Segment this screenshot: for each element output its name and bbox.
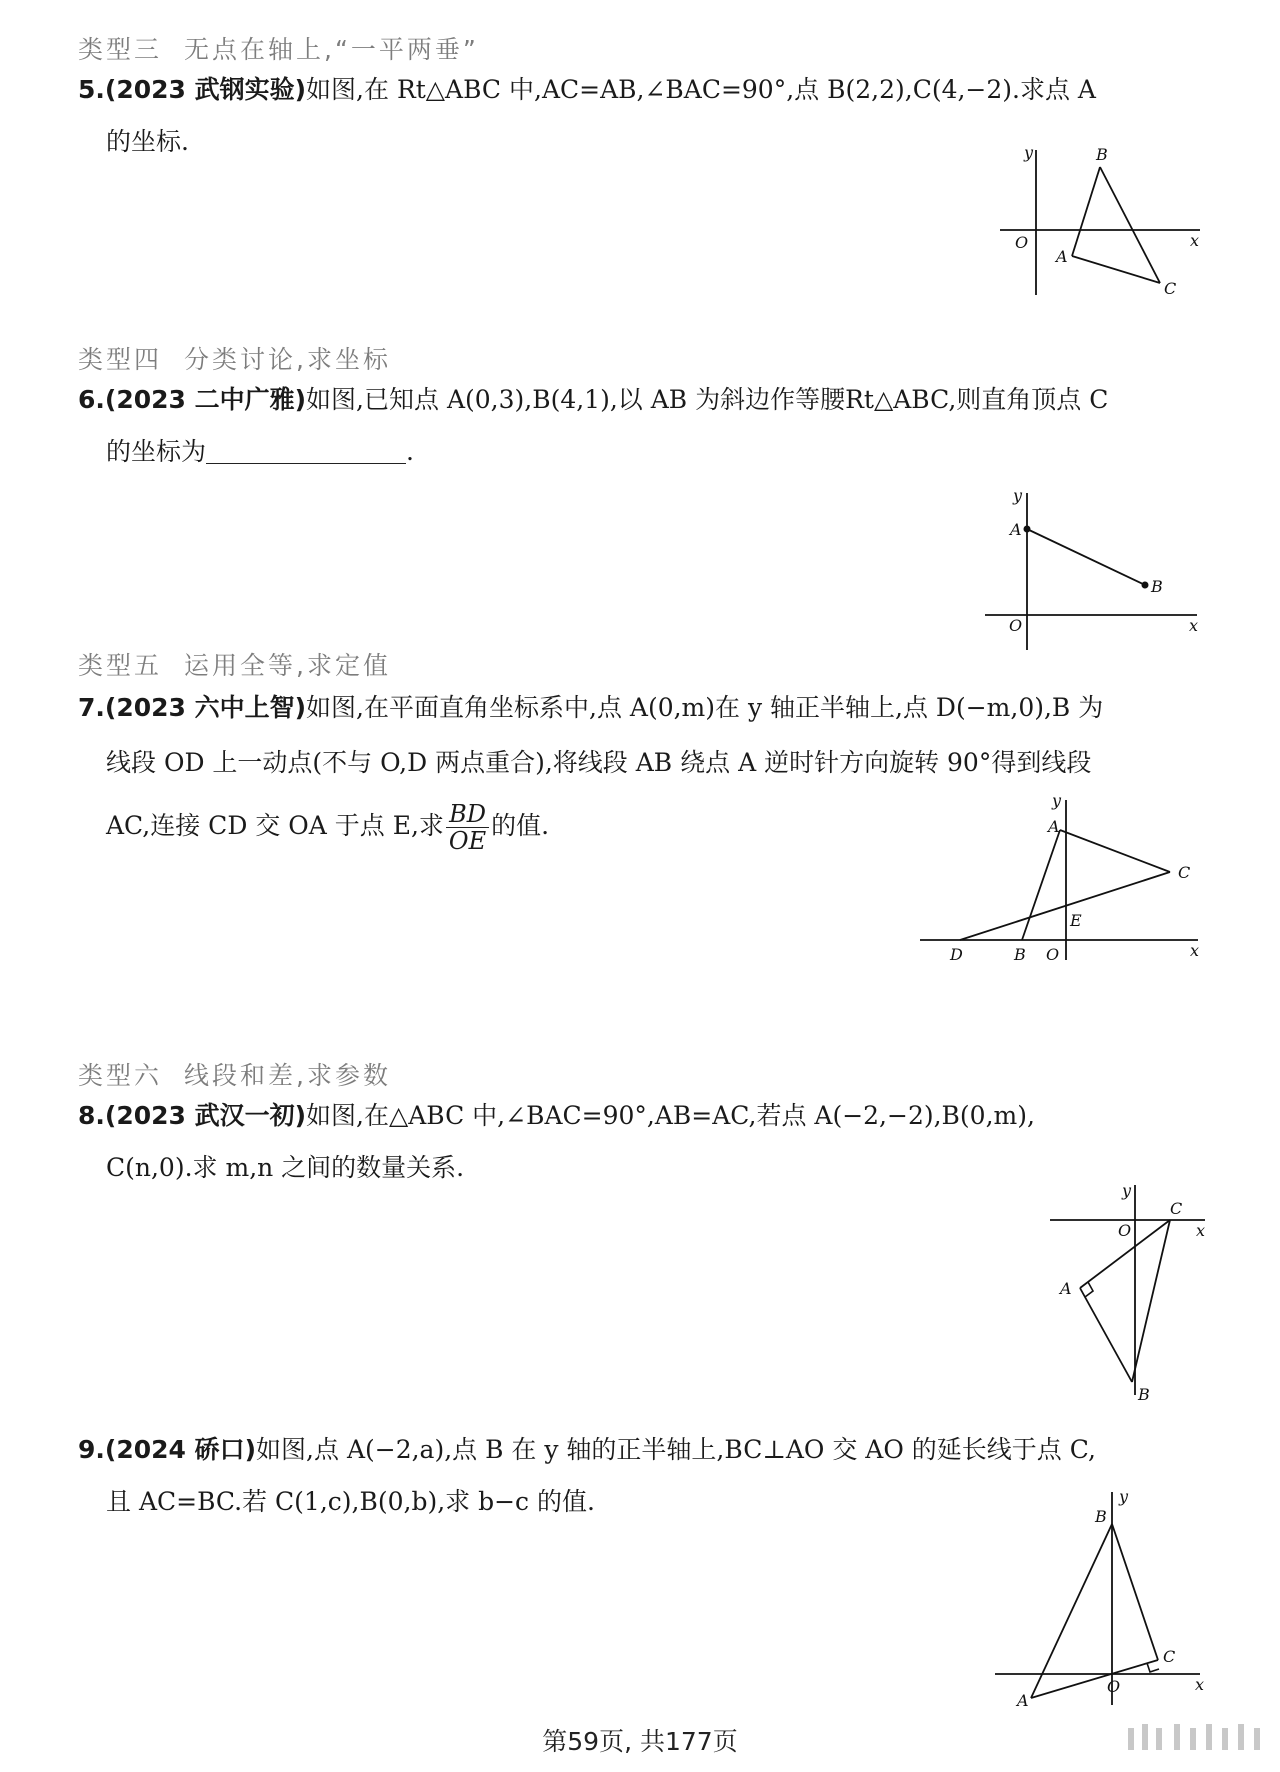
problem-text: 如图,点 A(−2,a),点 B 在 y 轴的正半轴上,BC⊥AO 交 AO 的延长线于点 C, bbox=[256, 1435, 1096, 1464]
segment-bc bbox=[1100, 167, 1160, 283]
problem-text: 如图,已知点 A(0,3),B(4,1),以 AB 为斜边作等腰Rt△ABC,则直角顶点 C bbox=[306, 385, 1109, 414]
segment-ab bbox=[1072, 167, 1100, 256]
label-a: A bbox=[1010, 520, 1022, 539]
problem-number: 6. bbox=[78, 385, 105, 414]
problem-text: 如图,在△ABC 中,∠BAC=90°,AB=AC,若点 A(−2,−2),B(0,m), bbox=[306, 1101, 1035, 1130]
label-x: x bbox=[1190, 941, 1200, 960]
problem-line bbox=[78, 1424, 1208, 1476]
problem-text: 的坐标. bbox=[106, 127, 189, 156]
label-o: O bbox=[1015, 233, 1029, 252]
label-b: B bbox=[1014, 945, 1026, 964]
problem-8 bbox=[78, 1090, 1208, 1194]
problem-text: 且 AC=BC.若 C(1,c),B(0,b),求 b−c 的值. bbox=[106, 1487, 595, 1516]
label-o: O bbox=[1046, 945, 1060, 964]
figure-9 bbox=[995, 1487, 1210, 1715]
label-a: A bbox=[1017, 1691, 1029, 1710]
section-name: 线段和差,求参数 bbox=[184, 1061, 391, 1090]
label-a: A bbox=[1060, 1279, 1072, 1298]
problem-text: C(n,0).求 m,n 之间的数量关系. bbox=[106, 1153, 465, 1182]
label-b: B bbox=[1095, 1507, 1107, 1526]
label-c: C bbox=[1170, 1199, 1183, 1218]
label-x: x bbox=[1195, 1675, 1205, 1694]
watermark-bars-icon bbox=[1120, 1718, 1280, 1758]
problem-text: 的坐标为 bbox=[106, 437, 207, 466]
fraction-denominator: OE bbox=[448, 827, 487, 855]
right-angle-mark bbox=[1147, 1663, 1159, 1672]
label-x: x bbox=[1189, 616, 1199, 635]
point-a bbox=[1024, 526, 1031, 533]
problem-6 bbox=[78, 374, 1208, 478]
section-name: 分类讨论,求坐标 bbox=[184, 345, 391, 374]
problem-source: (2023 二中广雅) bbox=[104, 385, 307, 414]
segment-ab bbox=[1022, 830, 1060, 940]
segment-ac bbox=[1072, 256, 1160, 283]
label-y: y bbox=[1024, 143, 1034, 162]
problem-number: 7. bbox=[78, 693, 105, 722]
problem-number: 9. bbox=[78, 1435, 105, 1464]
figure-8 bbox=[1050, 1180, 1210, 1405]
problem-number: 5. bbox=[78, 75, 105, 104]
problem-line bbox=[78, 1090, 1208, 1142]
label-y: y bbox=[1119, 1487, 1129, 1506]
figure-7 bbox=[920, 790, 1210, 964]
label-y: y bbox=[1122, 1181, 1132, 1200]
problem-line bbox=[78, 680, 1208, 735]
problem-line bbox=[78, 64, 1208, 116]
label-x: x bbox=[1190, 231, 1200, 250]
problem-source: (2024 硚口) bbox=[104, 1435, 257, 1464]
problem-text: 的值. bbox=[491, 811, 550, 840]
fraction bbox=[446, 801, 489, 854]
segment-ab bbox=[1031, 1524, 1112, 1698]
section-code: 类型三 bbox=[78, 35, 163, 64]
segment-ac bbox=[1031, 1660, 1158, 1698]
problem-text: 如图,在 Rt△ABC 中,AC=AB,∠BAC=90°,点 B(2,2),C(4,−2).求点 A bbox=[306, 75, 1096, 104]
problem-line bbox=[78, 426, 1208, 478]
section-name: 运用全等,求定值 bbox=[184, 651, 391, 680]
label-b: B bbox=[1096, 145, 1108, 164]
section-code: 类型四 bbox=[78, 345, 163, 374]
point-b bbox=[1142, 582, 1149, 589]
problem-text: 如图,在平面直角坐标系中,点 A(0,m)在 y 轴正半轴上,点 D(−m,0),B 为 bbox=[306, 693, 1104, 722]
segment-bc bbox=[1112, 1524, 1158, 1660]
problem-line bbox=[78, 374, 1208, 426]
label-o: O bbox=[1118, 1221, 1132, 1240]
label-x: x bbox=[1196, 1221, 1206, 1240]
segment-ab bbox=[1027, 529, 1145, 585]
fraction-numerator: BD bbox=[446, 801, 489, 828]
answer-blank bbox=[206, 441, 406, 464]
segment-ab bbox=[1080, 1288, 1132, 1382]
label-d: D bbox=[950, 945, 963, 964]
label-y: y bbox=[1052, 791, 1062, 810]
segment-cd bbox=[960, 872, 1170, 940]
label-c: C bbox=[1163, 1647, 1176, 1666]
section-heading-6 bbox=[78, 1056, 391, 1092]
figure-6 bbox=[985, 485, 1205, 655]
problem-number: 8. bbox=[78, 1101, 105, 1130]
section-code: 类型六 bbox=[78, 1061, 163, 1090]
label-o: O bbox=[1009, 616, 1023, 635]
problem-source: (2023 武钢实验) bbox=[104, 75, 307, 104]
problem-source: (2023 六中上智) bbox=[104, 693, 307, 722]
problem-text: . bbox=[406, 437, 414, 466]
label-c: C bbox=[1178, 863, 1191, 882]
section-name: 无点在轴上,“一平两垂” bbox=[184, 35, 479, 64]
label-e: E bbox=[1070, 911, 1082, 930]
label-b: B bbox=[1151, 577, 1163, 596]
label-o: O bbox=[1107, 1677, 1121, 1696]
section-heading-5 bbox=[78, 646, 391, 682]
label-a: A bbox=[1056, 247, 1068, 266]
problem-text: 线段 OD 上一动点(不与 O,D 两点重合),将线段 AB 绕点 A 逆时针方向旋转 90°得到线段 bbox=[106, 748, 1092, 777]
label-c: C bbox=[1164, 279, 1177, 298]
problem-source: (2023 武汉一初) bbox=[104, 1101, 307, 1130]
label-y: y bbox=[1013, 486, 1023, 505]
page-footer: 第59页, 共177页 bbox=[542, 1727, 738, 1756]
figure-5 bbox=[1000, 140, 1200, 300]
section-code: 类型五 bbox=[78, 651, 163, 680]
section-heading-3 bbox=[78, 30, 479, 66]
label-a: A bbox=[1048, 817, 1060, 836]
section-heading-4 bbox=[78, 340, 391, 376]
label-b: B bbox=[1138, 1385, 1150, 1404]
problem-text: AC,连接 CD 交 OA 于点 E,求 bbox=[106, 811, 444, 840]
segment-ac bbox=[1060, 830, 1170, 872]
